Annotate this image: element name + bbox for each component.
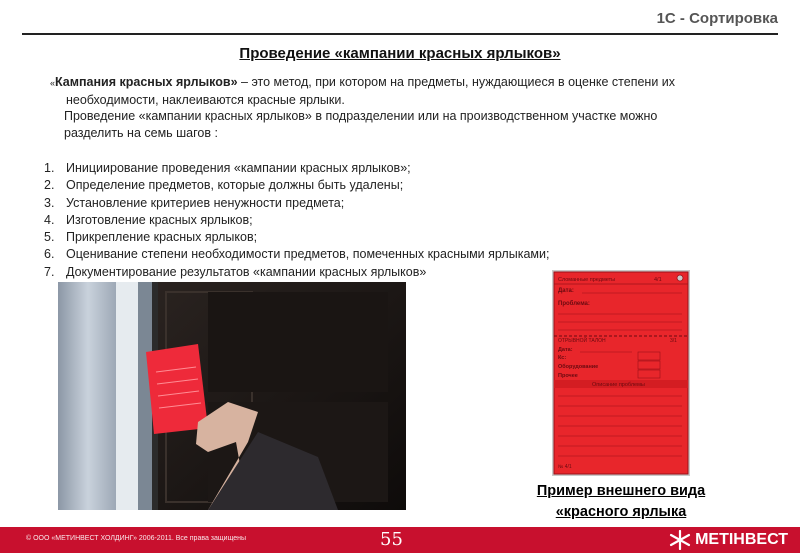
brand-logo xyxy=(669,530,788,550)
tag-problem: Проблема: xyxy=(558,301,590,307)
brand-name: МЕТІНВЕСТ xyxy=(695,531,788,548)
step-number: 4. xyxy=(44,212,55,227)
step-number: 2. xyxy=(44,178,55,193)
tag-other: Прочее xyxy=(558,373,578,379)
copyright-text: © ООО «МЕТИНВЕСТ ХОЛДИНГ» 2006-2011. Все права защищены xyxy=(26,535,247,542)
tag-description: Описание проблемы xyxy=(592,382,645,388)
intro-line2: необходимости, наклеиваются красные ярлыки. xyxy=(66,92,345,107)
caption-line2: «красного ярлыка xyxy=(555,504,687,520)
page-number: 55 xyxy=(380,529,403,550)
step-text: Установление критериев ненужности предмета; xyxy=(66,195,345,210)
intro-quote-mark: « xyxy=(50,78,56,88)
step-number: 1. xyxy=(44,161,55,175)
red-tag-illustration xyxy=(552,270,690,476)
step-text: Инициирование проведения «кампании красных ярлыков»; xyxy=(66,161,411,175)
step-number: 5. xyxy=(44,230,55,245)
tag-item: Кс: xyxy=(558,355,567,361)
tag-date: Дата: xyxy=(558,288,574,294)
intro-term: Кампания красных ярлыков» xyxy=(55,75,238,89)
para2-line2: разделить на семь шагов : xyxy=(64,125,218,140)
step-text: Прикрепление красных ярлыков; xyxy=(66,230,258,245)
step-number: 3. xyxy=(44,195,55,210)
tag-row4: ОТРЫВНОЙ ТАЛОН xyxy=(558,338,606,344)
tag-row1: Сломанные предметы xyxy=(558,277,616,283)
step-text: Документирование результатов «кампании красных ярлыков» xyxy=(66,264,427,279)
photo-illustration xyxy=(58,282,406,510)
steps-list xyxy=(44,160,549,281)
step-text: Оценивание степени необходимости предметов, помеченных красными ярлыками; xyxy=(66,247,550,262)
intro-text xyxy=(50,74,760,141)
tag-attachment-photo xyxy=(58,282,406,510)
list-item xyxy=(44,177,549,194)
step-text: Изготовление красных ярлыков; xyxy=(66,212,253,227)
tag-row4-right: 3/1 xyxy=(670,338,677,344)
steps-intro-paragraph xyxy=(50,108,760,141)
intro-paragraph xyxy=(50,74,760,108)
list-item xyxy=(44,246,549,263)
list-item xyxy=(44,212,549,229)
list-item xyxy=(44,264,549,281)
caption-line1: Пример внешнего вида xyxy=(536,483,706,499)
step-text: Определение предметов, которые должны быть удалены; xyxy=(66,178,404,193)
tag-row1-right: 4/1 xyxy=(654,277,662,283)
list-item xyxy=(44,160,549,177)
step-number: 7. xyxy=(44,264,55,279)
para2-line1: Проведение «кампании красных ярлыков» в подразделении или на производственном участке можно xyxy=(64,109,658,123)
footer-bar xyxy=(0,527,800,553)
list-item xyxy=(44,195,549,212)
section-title: 1С - Сортировка xyxy=(656,10,778,27)
step-number: 6. xyxy=(44,247,55,262)
intro-rest: – это метод, при котором на предметы, нуждающиеся в оценке степени их xyxy=(237,75,676,89)
list-item xyxy=(44,229,549,246)
red-tag-in-photo xyxy=(146,344,208,434)
tag-equipment: Оборудование xyxy=(558,364,599,370)
snowflake-logo-icon xyxy=(669,530,691,550)
tag-footer: № 4/1 xyxy=(558,464,572,470)
header-divider xyxy=(22,33,778,35)
red-tag-example xyxy=(552,270,690,476)
slide-title: Проведение «кампании красных ярлыков» xyxy=(239,45,561,62)
tag-caption xyxy=(505,481,737,523)
tag-date2: Дата: xyxy=(558,347,573,353)
